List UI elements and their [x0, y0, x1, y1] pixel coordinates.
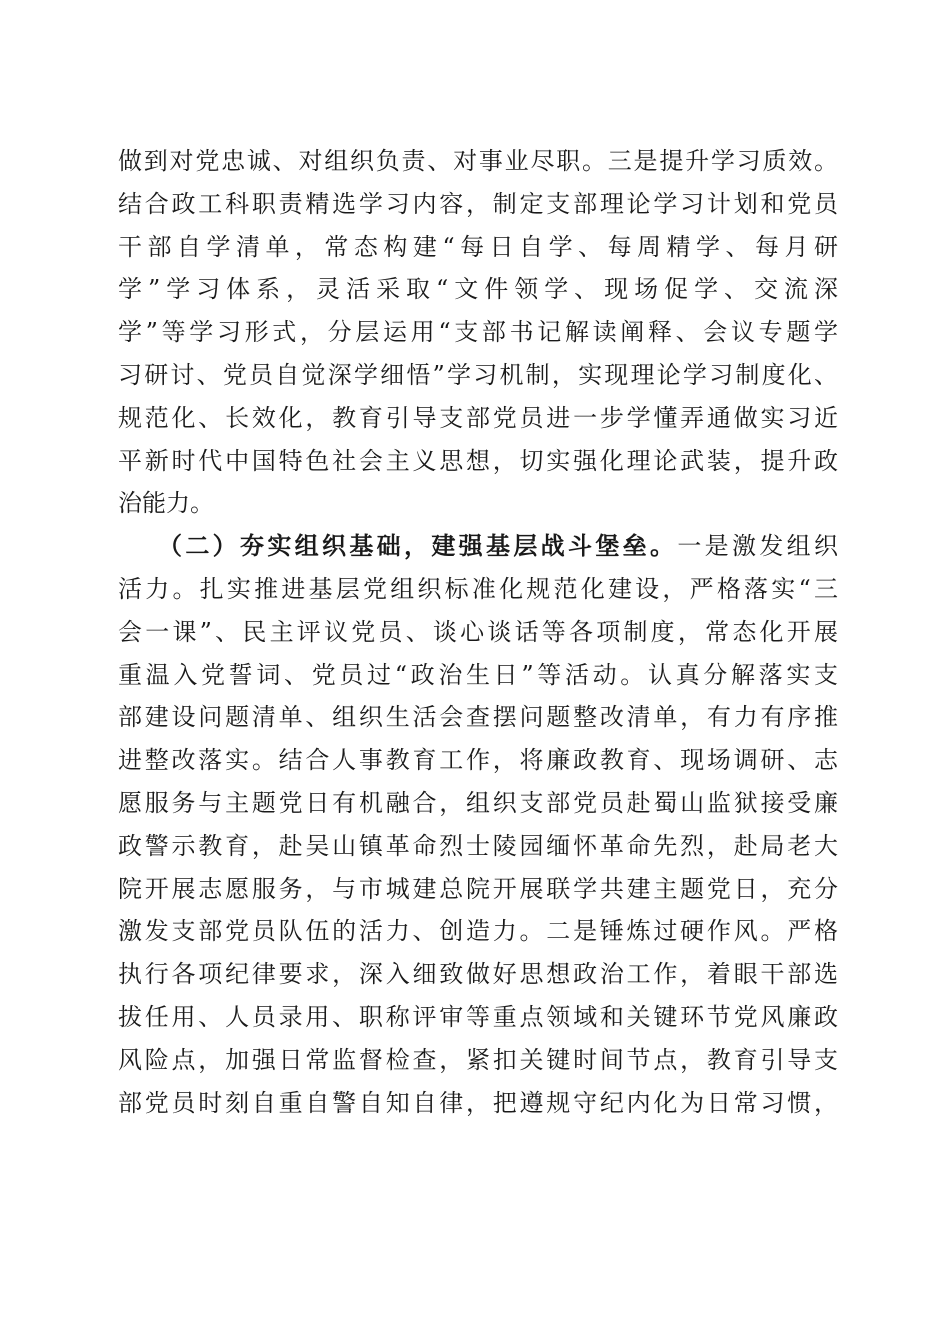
paragraph-line: 重温入党誓词、党员过“政治生日”等活动。认真分解落实支 [118, 660, 838, 689]
paragraph-line: 干部自学清单，常态构建“每日自学、每周精学、每月研 [118, 232, 838, 261]
paragraph-line: 激发支部党员队伍的活力、创造力。二是锤炼过硬作风。严格 [118, 917, 838, 946]
paragraph-line: 部建设问题清单、组织生活会查摆问题整改清单，有力有序推 [118, 703, 838, 732]
paragraph-line: 风险点，加强日常监督检查，紧扣关键时间节点，教育引导支 [118, 1045, 838, 1074]
paragraph-line: 习研讨、党员自觉深学细悟”学习机制，实现理论学习制度化、 [118, 360, 838, 389]
paragraph-line: 执行各项纪律要求，深入细致做好思想政治工作，着眼干部选 [118, 960, 838, 989]
paragraph-line: 愿服务与主题党日有机融合，组织支部党员赴蜀山监狱接受廉 [118, 788, 838, 817]
paragraph-line: 政警示教育，赴吴山镇革命烈士陵园缅怀革命先烈，赴局老大 [118, 831, 838, 860]
paragraph-line: 学”等学习形式，分层运用“支部书记解读阐释、会议专题学 [118, 318, 838, 347]
paragraph-line: 部党员时刻自重自警自知自律，把遵规守纪内化为日常习惯， [118, 1088, 838, 1117]
paragraph-line: 院开展志愿服务，与市城建总院开展联学共建主题党日，充分 [118, 874, 838, 903]
paragraph-line: 学”学习体系，灵活采取“文件领学、现场促学、交流深 [118, 275, 838, 304]
paragraph-line: 规范化、长效化，教育引导支部党员进一步学懂弄通做实习近 [118, 403, 838, 432]
paragraph-line: 活力。扎实推进基层党组织标准化规范化建设，严格落实“三 [118, 574, 838, 603]
paragraph-line: 做到对党忠诚、对组织负责、对事业尽职。三是提升学习质效。 [118, 147, 838, 175]
section-heading-line [118, 525, 838, 568]
paragraph-line: 会一课”、民主评议党员、谈心谈话等各项制度，常态化开展 [118, 617, 838, 646]
paragraph-line: 结合政工科职责精选学习内容，制定支部理论学习计划和党员 [118, 189, 838, 218]
paragraph-line: 拔任用、人员录用、职称评审等重点领域和关键环节党风廉政 [118, 1002, 838, 1031]
paragraph-line: 平新时代中国特色社会主义思想，切实强化理论武装，提升政 [118, 446, 838, 475]
section-heading: （二）夯实组织基础，建强基层战斗堡垒。 [158, 531, 678, 561]
paragraph-line: 治能力。 [118, 489, 214, 518]
section-first-text: 一是激发组织 [677, 532, 839, 561]
body-text [118, 140, 838, 1124]
paragraph-line: 进整改落实。结合人事教育工作，将廉政教育、现场调研、志 [118, 746, 838, 775]
